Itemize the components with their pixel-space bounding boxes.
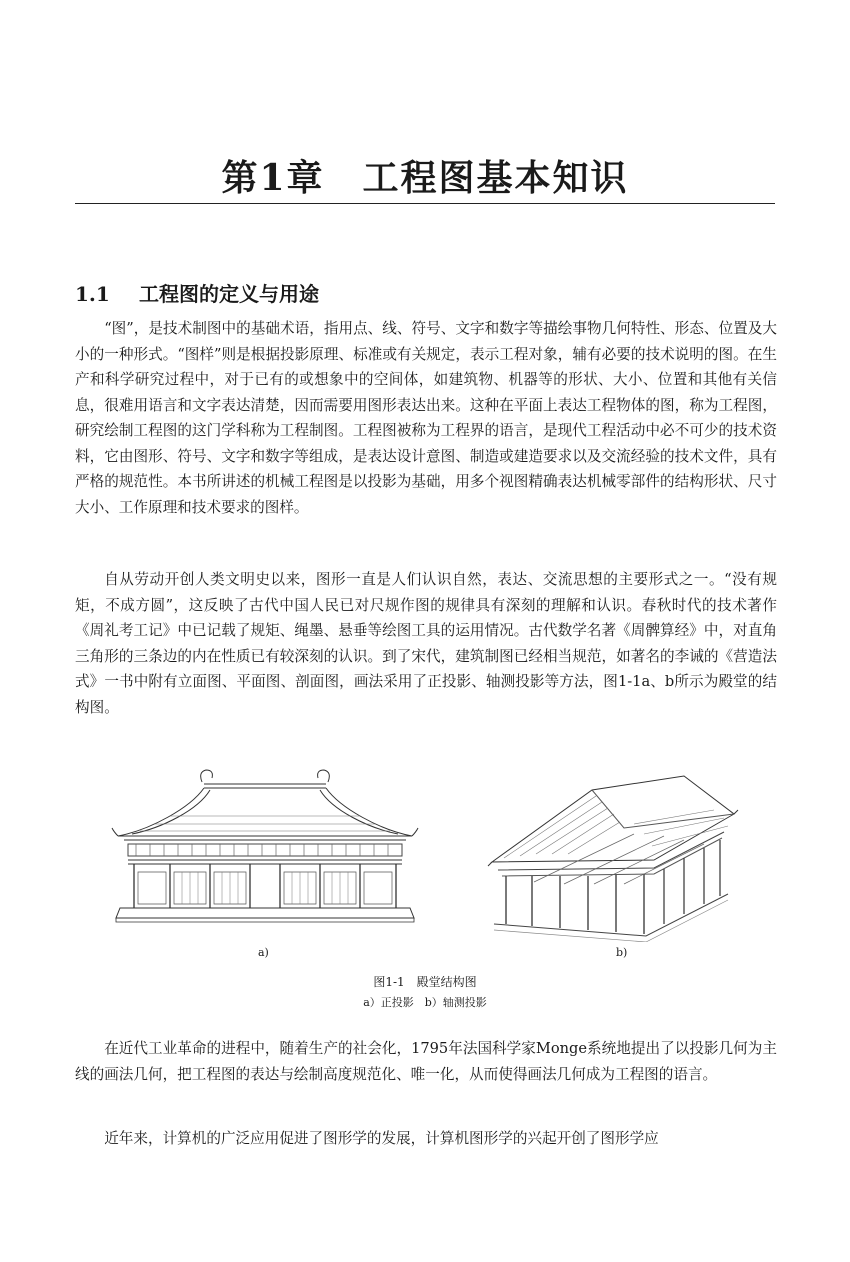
figure-sublabel-a: a) (258, 946, 269, 959)
figure-caption: 图1-1 殿堂结构图 (373, 975, 477, 989)
figure-1-1 (100, 768, 750, 1018)
paragraph-2: 自从劳动开创人类文明史以来，图形一直是人们认识自然，表达、交流思想的主要形式之一。“没有规矩，不成方圆”，这反映了古代中国人民已对尺规作图的规律具有深刻的理解和认识。春秋时代的技术著作《周礼考工记》中已记载了规矩、绳墨、悬垂等绘图工具的运用情况。古代数学名著《周髀算经》中，对直角三角形的三条边的内在性质已有较深刻的认识。到了宋代，建筑制图已经相当规范，如著名的李诫的《营造法式》一书中附有立面图、平面图、剖面图，画法采用了正投影、轴测投影等方法，图1-1a、b所示为殿堂的结构图。 (75, 571, 777, 716)
figure-subcaption: a）正投影 b）轴测投影 (363, 996, 487, 1009)
paragraph-1: “图”，是技术制图中的基础术语，指用点、线、符号、文字和数字等描绘事物几何特性、形态、位置及大小的一种形式。“图样”则是根据投影原理、标准或有关规定，表示工程对象，辅有必要的技术说明的图。在生产和科学研究过程中，对于已有的或想象中的空间体，如建筑物、机器等的形状、大小、位置和其他有关信息，很难用语言和文字表达清楚，因而需要用图形表达出来。这种在平面上表达工程物体的图，称为工程图，研究绘制工程图的这门学科称为工程制图。工程图被称为工程界的语言，是现代工程活动中必不可少的技术资料，它由图形、符号、文字和数字等组成，是表达设计意图、制造或建造要求以及交流经验的技术文件，具有严格的规范性。本书所讲述的机械工程图是以投影为基础，用多个视图精确表达机械零部件的结构形状、尺寸大小、工作原理和技术要求的图样。 (75, 320, 777, 516)
hall-axonometric-drawing (484, 774, 740, 942)
paragraph-3: 在近代工业革命的进程中，随着生产的社会化，1795年法国科学家Monge系统地提出了以投影几何为主线的画法几何，把工程图的表达与绘制高度规范化、唯一化，从而使得画法几何成为工程图的语言。 (75, 1040, 777, 1083)
hall-elevation-drawing (110, 768, 420, 928)
chapter-title: 第1章 工程图基本知识 (221, 157, 629, 199)
figure-sublabel-b: b) (616, 946, 628, 959)
paragraph-4: 近年来，计算机的广泛应用促进了图形学的发展，计算机图形学的兴起开创了图形学应 (104, 1130, 659, 1147)
section-number: 1.1 (75, 282, 110, 306)
chapter-title-rule (75, 203, 775, 204)
section-title-text: 工程图的定义与用途 (139, 282, 319, 306)
section-heading (75, 280, 319, 308)
